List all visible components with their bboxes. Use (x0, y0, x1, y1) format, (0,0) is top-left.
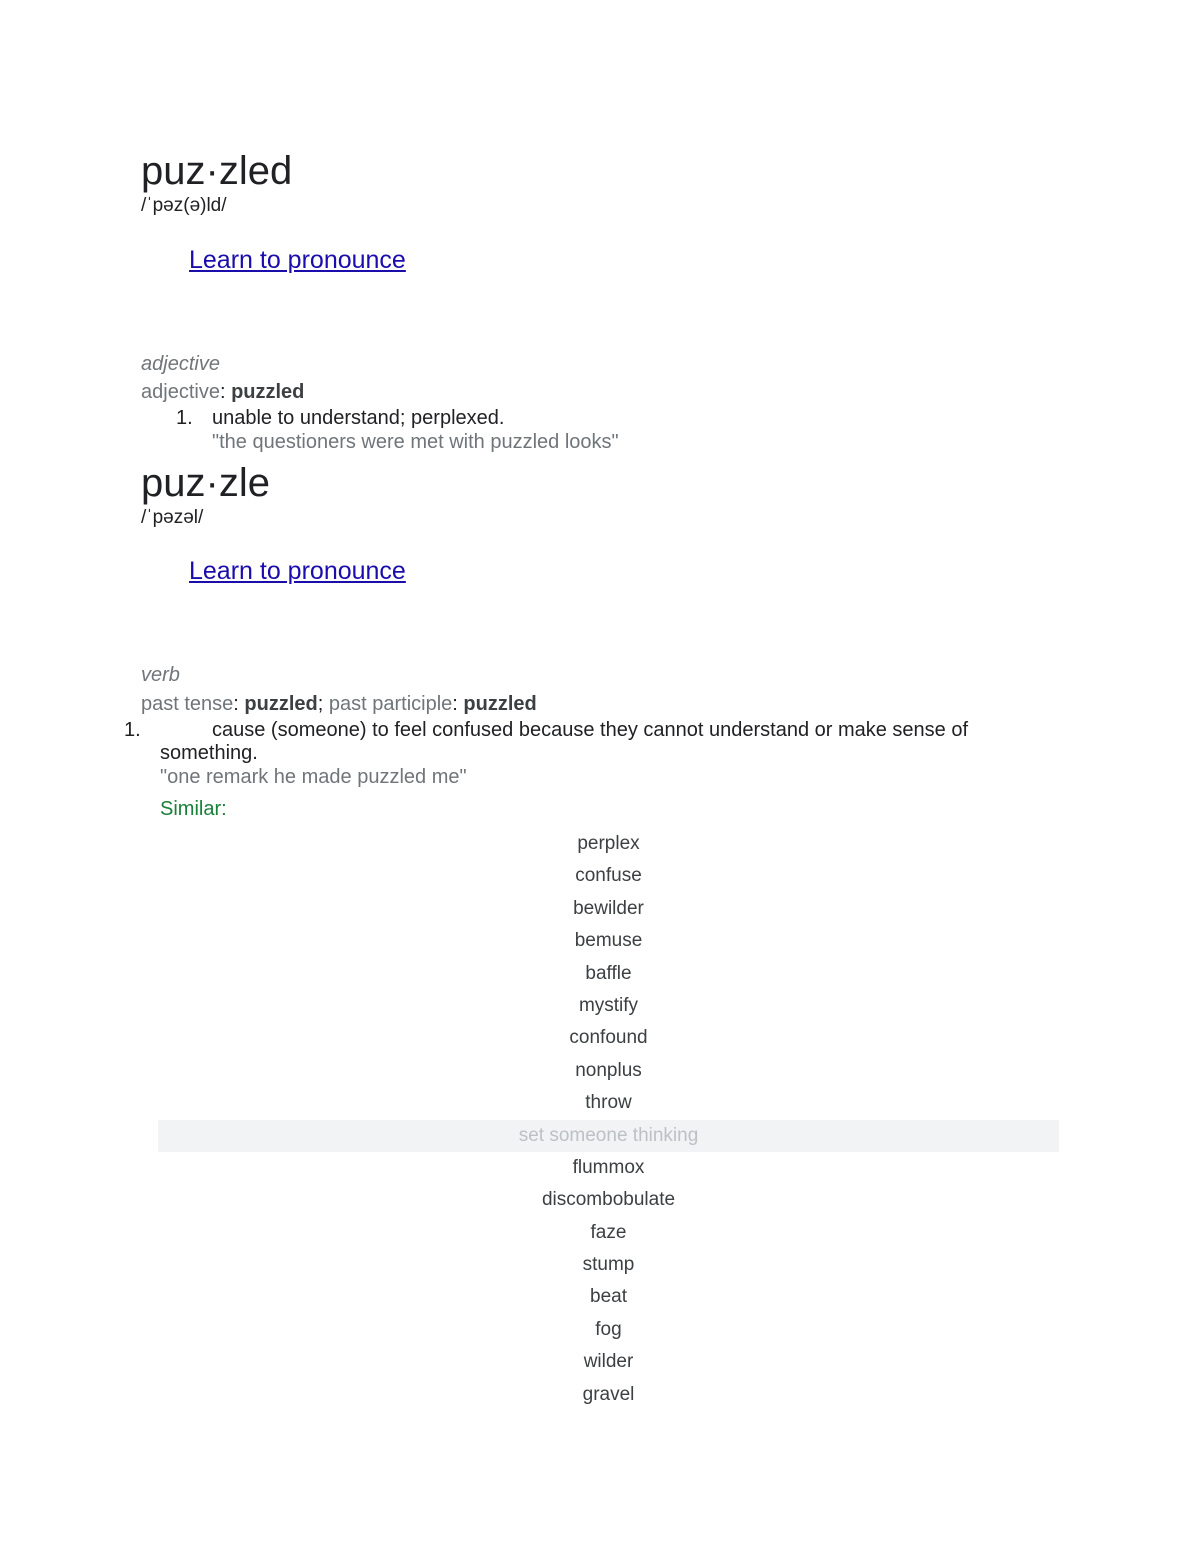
synonym-item[interactable]: discombobulate (541, 1189, 676, 1211)
synonym-item[interactable]: mystify (578, 994, 639, 1016)
sense-number: 1. (124, 719, 141, 741)
headword-puzzle: puz·zle (141, 461, 270, 505)
learn-to-pronounce-link[interactable]: Learn to pronounce (189, 557, 406, 585)
form-label: adjective (141, 381, 220, 403)
part-of-speech: adjective (141, 353, 220, 375)
phonetic-puzzle: /ˈpəzəl/ (141, 507, 204, 528)
synonym-item[interactable]: gravel (582, 1383, 635, 1405)
definition-line-1: cause (someone) to feel confused because they cannot understand or make sense of (212, 719, 969, 741)
synonym-item[interactable]: throw (585, 1092, 632, 1114)
form-value: puzzled (231, 381, 305, 403)
form-colon: : (452, 693, 464, 715)
form-separator: ; (317, 693, 329, 715)
synonym-item[interactable]: baffle (585, 962, 632, 984)
example-sentence: "the questioners were met with puzzled looks" (212, 431, 619, 453)
definition: unable to understand; perplexed. (212, 407, 505, 429)
synonym-item[interactable]: wilder (583, 1351, 634, 1373)
synonym-item[interactable]: stump (582, 1254, 635, 1276)
synonym-item[interactable]: beat (590, 1286, 627, 1308)
example-sentence: "one remark he made puzzled me" (160, 766, 467, 788)
sense-number: 1. (176, 407, 193, 429)
headword-puzzled: puz·zled (141, 149, 293, 193)
synonym-item[interactable]: perplex (577, 833, 640, 854)
past-participle-value: puzzled (463, 693, 537, 715)
word-forms (141, 692, 537, 716)
synonym-item[interactable]: faze (590, 1221, 627, 1243)
phonetic-puzzled: /ˈpəz(ə)ld/ (141, 195, 227, 216)
form-colon: : (219, 381, 232, 403)
synonym-item[interactable]: bewilder (573, 897, 644, 919)
synonym-list (158, 828, 1059, 1411)
part-of-speech: verb (141, 664, 180, 686)
synonym-item[interactable]: confuse (575, 865, 642, 887)
learn-to-pronounce-link[interactable]: Learn to pronounce (189, 246, 406, 274)
word-forms (141, 380, 304, 404)
synonym-item-highlighted[interactable]: set someone thinking (158, 1120, 1059, 1152)
similar-label: Similar: (160, 798, 227, 820)
past-tense-value: puzzled (244, 693, 318, 715)
synonym-item[interactable]: flummox (572, 1156, 645, 1178)
past-tense-label: past tense (141, 693, 234, 715)
synonym-item[interactable]: nonplus (575, 1059, 642, 1081)
synonym-item[interactable]: confound (569, 1027, 648, 1049)
form-colon: : (233, 693, 245, 715)
past-participle-label: past participle (328, 693, 453, 715)
synonym-item[interactable]: bemuse (574, 930, 643, 952)
synonym-item[interactable]: fog (595, 1318, 622, 1340)
definition-line-2: something. (160, 742, 258, 764)
